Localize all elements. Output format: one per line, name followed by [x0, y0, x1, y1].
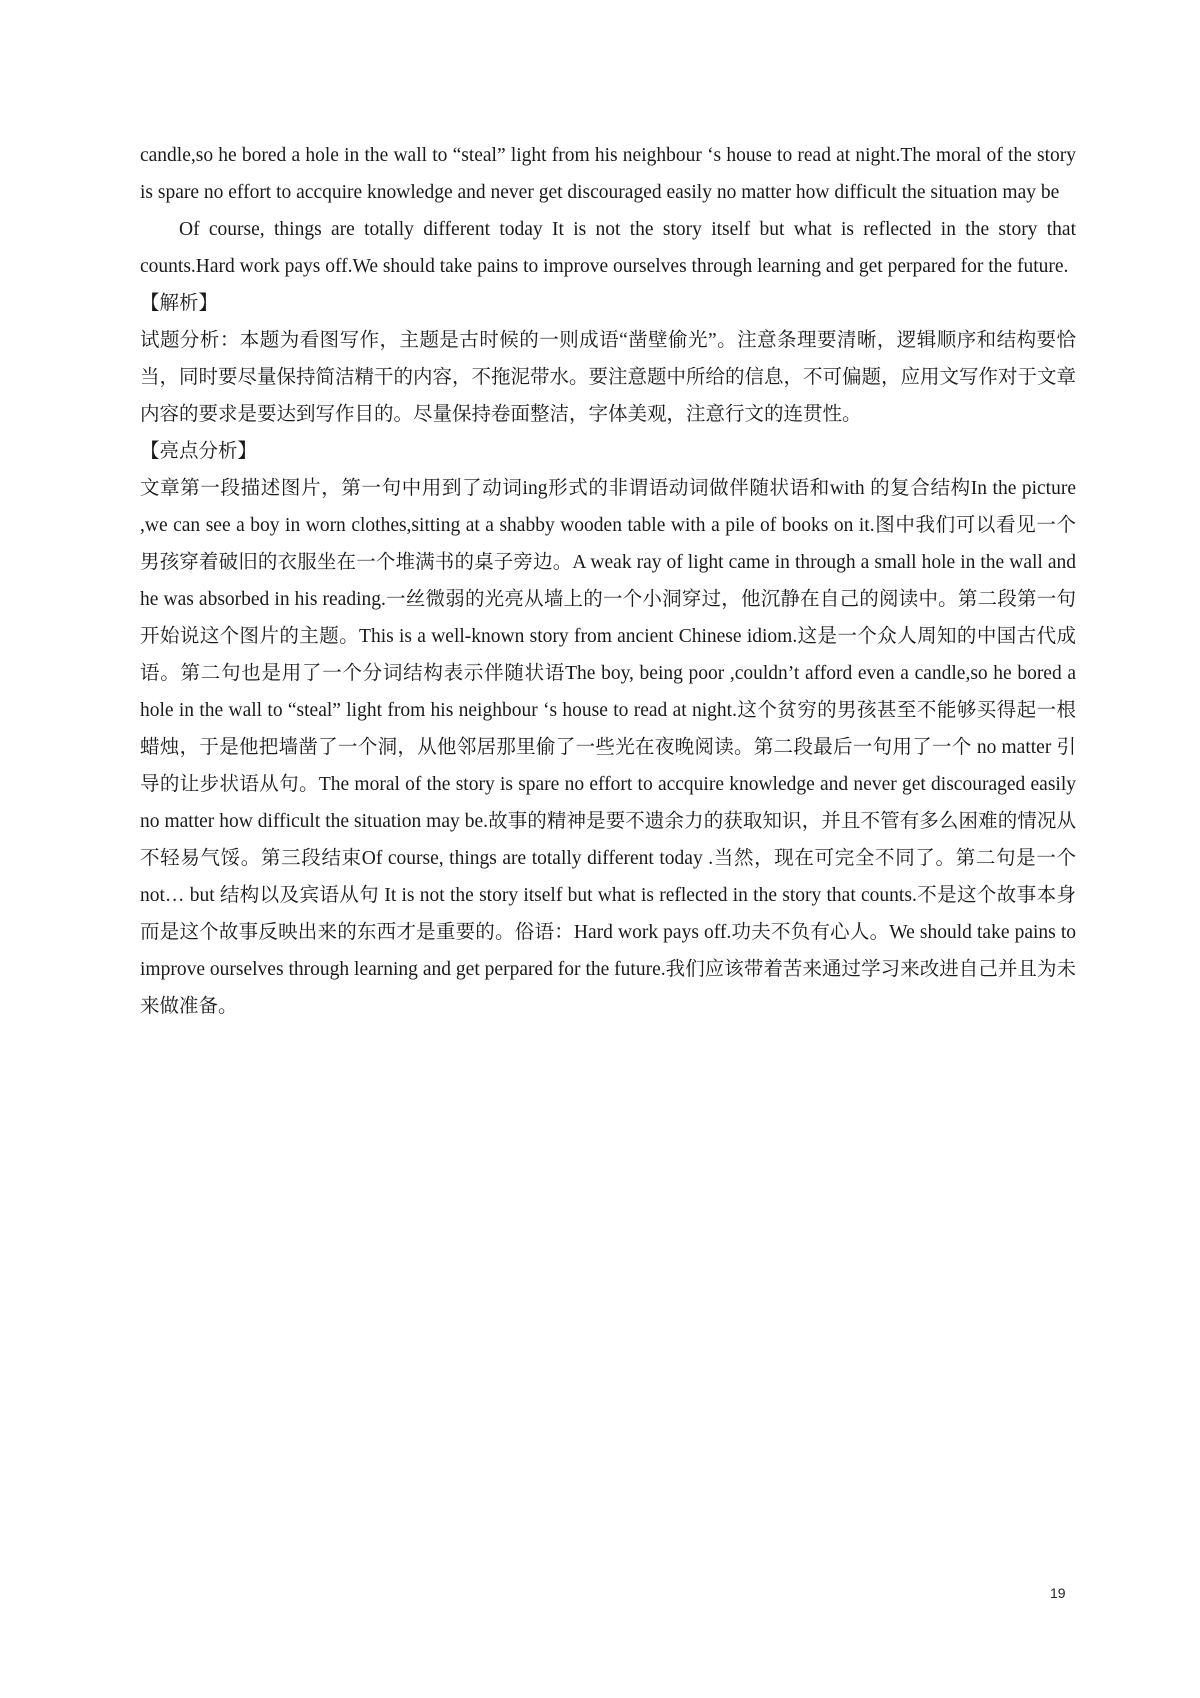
essay-paragraph-continued: candle,so he bored a hole in the wall to “steal” light from his neighbour ‘s house to read at night.The moral of the story is spare no effort to accquire knowledge and never get discouraged easily no matter how difficult the situation may be [140, 145, 1076, 203]
page-number: 19 [1050, 1585, 1066, 1601]
analysis-heading: 【解析】 [140, 293, 219, 314]
analysis-text: 试题分析：本题为看图写作，主题是古时候的一则成语“凿壁偷光”。注意条理要清晰，逻辑顺序和结构要恰当，同时要尽量保持简洁精干的内容，不拖泥带水。要注意题中所给的信息，不可偏题，应用文写作对于文章内容的要求是要达到写作目的。尽量保持卷面整洁，字体美观，注意行文的连贯性。 [140, 330, 1077, 425]
document-page [140, 137, 1076, 1025]
essay-paragraph-3: Of course, things are totally different today It is not the story itself but what is reflected in the story that counts.Hard work pays off.We should take pains to improve ourselves through learning and get perpared for the future. [140, 219, 1076, 277]
highlights-text: 文章第一段描述图片，第一句中用到了动词ing形式的非谓语动词做伴随状语和with 的复合结构In the picture ,we can see a boy in worn clothes,sitting at a shabby wooden table with a pile of books on it.图中我们可以看见一个男孩穿着破旧的衣服坐在一个堆满书的桌子旁边。A weak ray of light came in through a small hole in the wall and he was absorbed in his reading.一丝微弱的光亮从墙上的一个小洞穿过，他沉静在自己的阅读中。第二段第一句开始说这个图片的主题。This is a well-known story from ancient Chinese idiom.这是一个众人周知的中国古代成语。第二句也是用了一个分词结构表示伴随状语The boy, being poor ,couldn’t afford even a candle,so he bored a hole in the wall to “steal” light from his neighbour ‘s house to read at night.这个贫穷的男孩甚至不能够买得起一根蜡烛，于是他把墙凿了一个洞，从他邻居那里偷了一些光在夜晚阅读。第二段最后一句用了一个 no matter 引导的让步状语从句。The moral of the story is spare no effort to accquire knowledge and never get discouraged easily no matter how difficult the situation may be.故事的精神是要不遗余力的获取知识，并且不管有多么困难的情况从不轻易气馁。第三段结束Of course, things are totally different today .当然，现在可完全不同了。第二句是一个 not… but 结构以及宾语从句 It is not the story itself but what is reflected in the story that counts.不是这个故事本身而是这个故事反映出来的东西才是重要的。俗语：Hard work pays off.功夫不负有心人。We should take pains to improve ourselves through learning and get perpared for the future.我们应该带着苦来通过学习来改进自己并且为未来做准备。 [140, 478, 1076, 1017]
highlights-heading: 【亮点分析】 [140, 441, 258, 462]
